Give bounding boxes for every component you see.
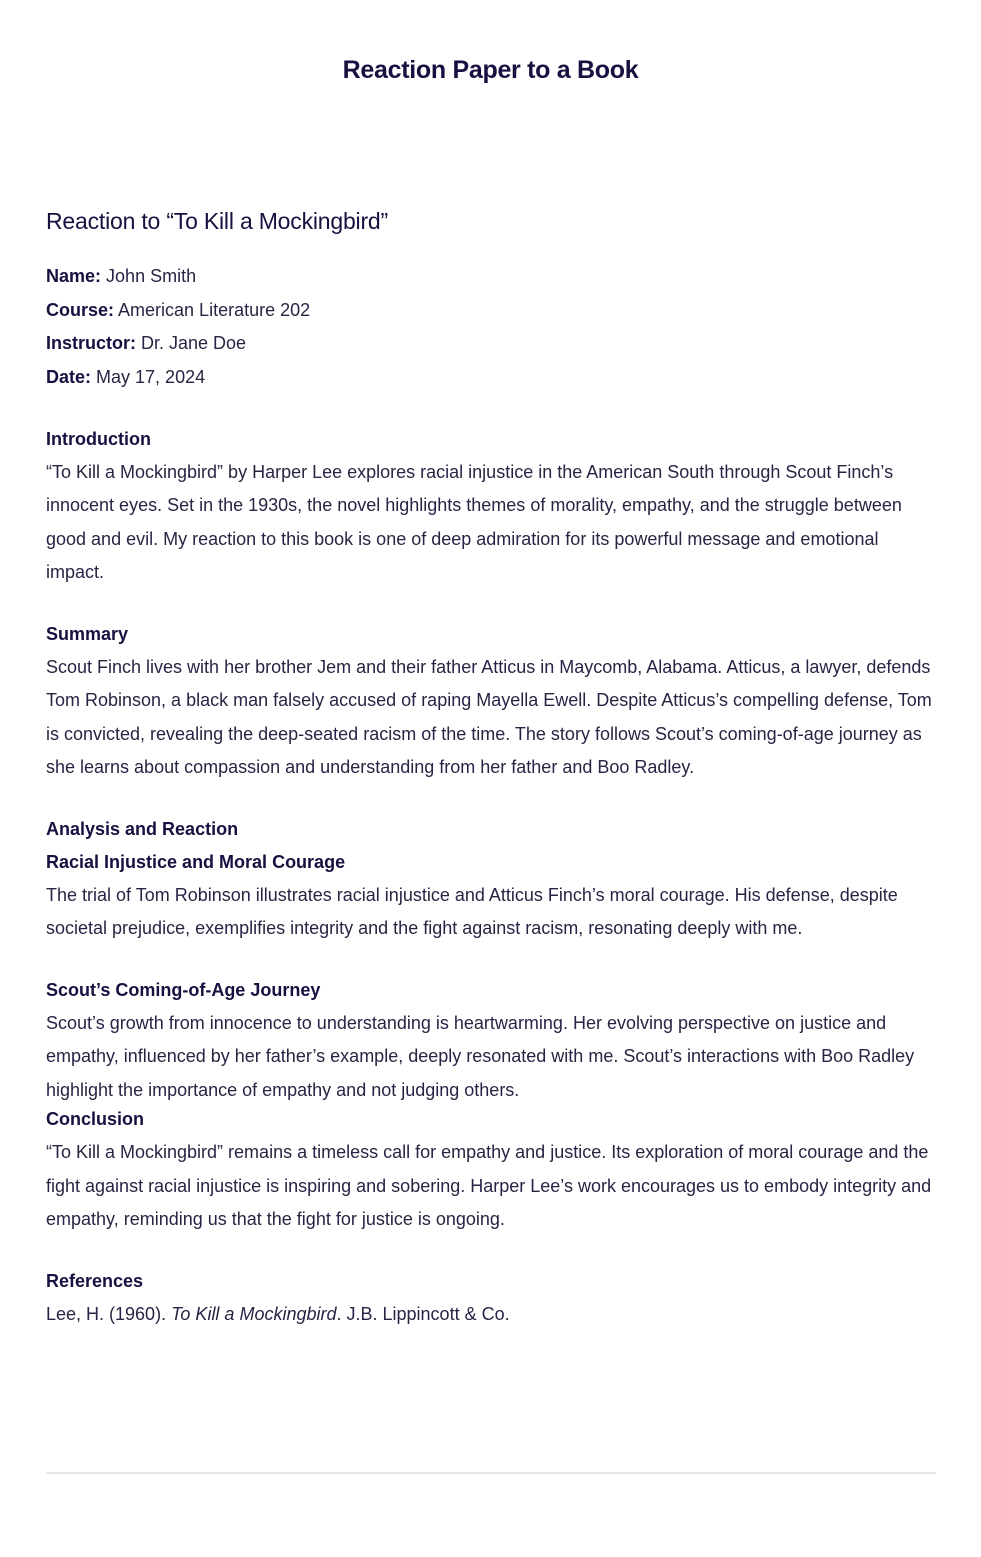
summary-heading: Summary: [46, 623, 129, 644]
references-section: [46, 1265, 938, 1332]
meta-date: [46, 361, 938, 395]
meta-label: Instructor:: [46, 333, 136, 354]
paper-meta: [46, 260, 938, 395]
meta-value: May 17, 2024: [96, 367, 206, 388]
meta-course: [46, 294, 938, 328]
paper-title: Reaction to “To Kill a Mockingbird”: [46, 208, 388, 234]
reference-author: Lee, H. (1960).: [46, 1303, 172, 1324]
introduction-heading: Introduction: [46, 428, 151, 449]
conclusion-text: “To Kill a Mockingbird” remains a timeless call for empathy and justice. Its exploration of moral courage and the fight against racial injustice is inspiring and sobering. Harper Lee’s work encourages us to embody integrity and empathy, reminding us that the fight for justice is ongoing.: [46, 1142, 932, 1230]
conclusion-heading: Conclusion: [46, 1109, 144, 1130]
racial-injustice-text: The trial of Tom Robinson illustrates racial injustice and Atticus Finch’s moral courage. His defense, despite societal prejudice, exemplifies integrity and the fight against racism, resonating deeply with me.: [46, 884, 898, 939]
meta-instructor: [46, 327, 938, 361]
reference-publisher: . J.B. Lippincott & Co.: [336, 1303, 510, 1324]
references-heading: References: [46, 1270, 144, 1291]
summary-text: Scout Finch lives with her brother Jem and their father Atticus in Maycomb, Alabama. Atticus, a lawyer, defends Tom Robinson, a black man falsely accused of raping Mayella Ewell. Despite Atticus’s compelling defense, Tom is convicted, revealing the deep-seated racism of the time. The story follows Scout’s coming-of-age journey as she learns about compassion and understanding from her father and Boo Radley.: [46, 656, 932, 778]
analysis-heading: Analysis and Reaction: [46, 818, 239, 839]
coming-of-age-text: Scout’s growth from innocence to understanding is heartwarming. Her evolving perspective on justice and empathy, influenced by her father’s example, deeply resonated with me. Scout’s interactions with Boo Radley highlight the importance of empathy and not judging others.: [46, 1012, 915, 1100]
meta-label: Name:: [46, 266, 102, 286]
footer-divider: [46, 1472, 936, 1474]
racial-injustice-heading: Racial Injustice and Moral Courage: [46, 851, 346, 872]
page-title: Reaction Paper to a Book: [342, 56, 639, 84]
coming-of-age-heading: Scout’s Coming-of-Age Journey: [46, 979, 321, 1000]
conclusion-section: [46, 1103, 938, 1237]
meta-value: American Literature 202: [118, 299, 311, 320]
meta-label: Course:: [46, 299, 115, 320]
meta-value: Dr. Jane Doe: [141, 333, 247, 354]
meta-value: John Smith: [106, 266, 197, 286]
introduction-section: [46, 423, 938, 590]
paper-content: [46, 204, 938, 1331]
meta-name: [46, 260, 938, 294]
analysis-section: [46, 813, 938, 946]
reference-entry: [46, 1298, 938, 1332]
summary-section: [46, 618, 938, 785]
reference-book-title: To Kill a Mockingbird: [171, 1303, 337, 1324]
coming-of-age-section: [46, 974, 938, 1108]
introduction-text: “To Kill a Mockingbird” by Harper Lee explores racial injustice in the American South through Scout Finch’s innocent eyes. Set in the 1930s, the novel highlights themes of morality, empathy, and the struggle between good and evil. My reaction to this book is one of deep admiration for its powerful message and emotional impact.: [46, 461, 902, 583]
meta-label: Date:: [46, 367, 92, 388]
